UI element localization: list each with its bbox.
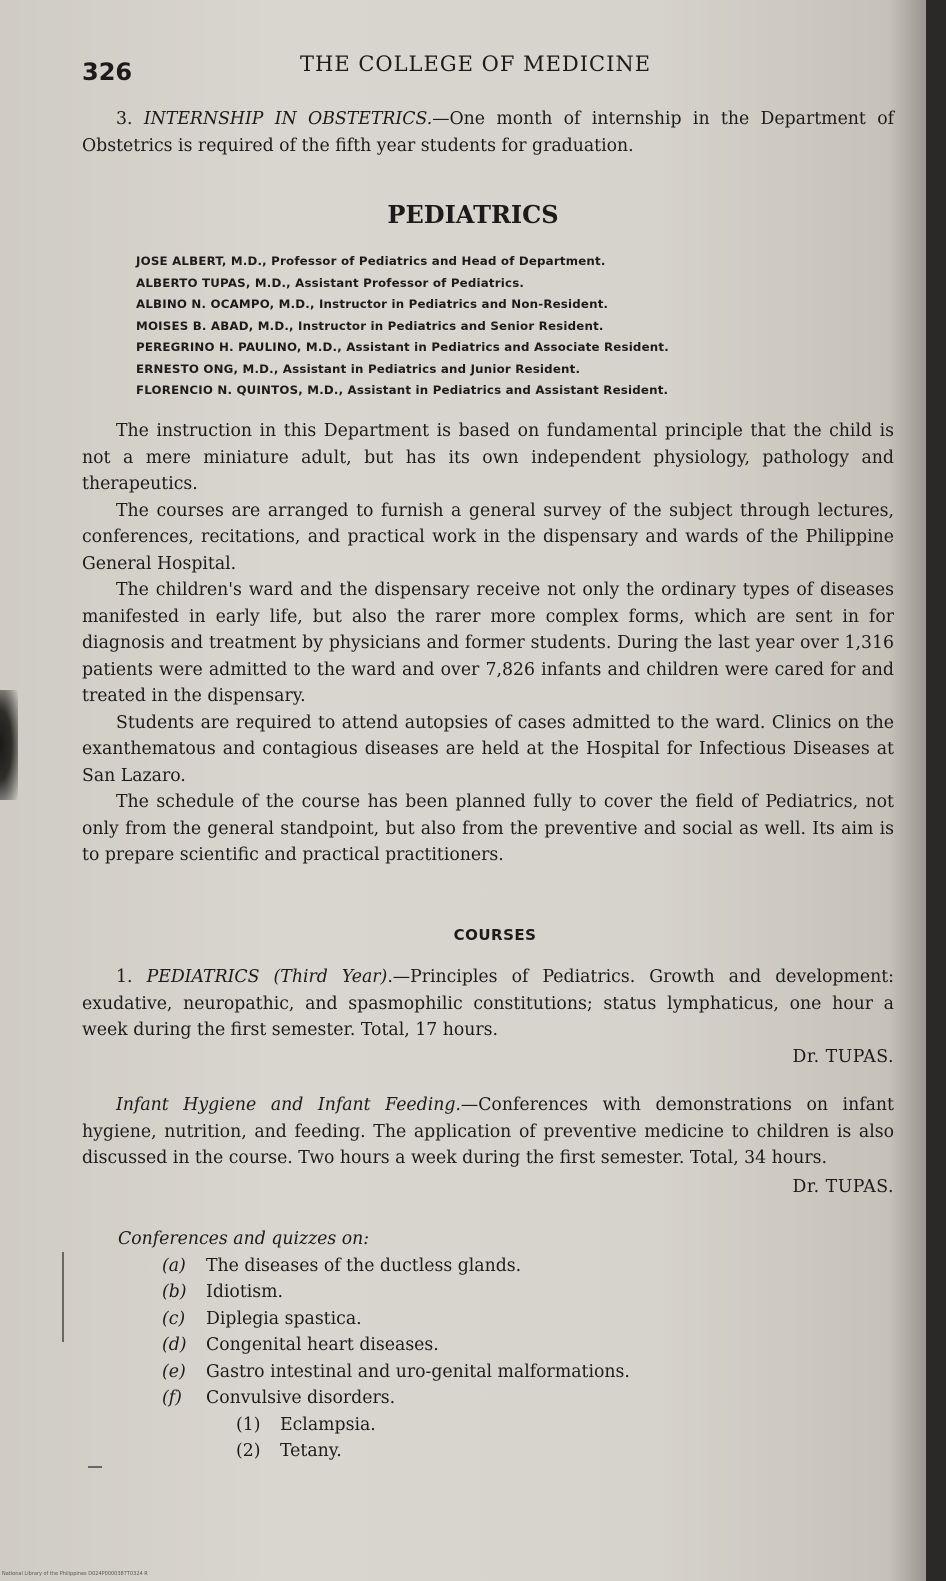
page-header	[82, 50, 682, 90]
faculty-member: ERNESTO ONG, M.D., Assistant in Pediatrics and Junior Resident.	[136, 361, 581, 376]
course-pediatrics-third-year	[82, 964, 894, 1070]
conferences-title: Conferences and quizzes on:	[118, 1229, 370, 1249]
running-head: THE COLLEGE OF MEDICINE	[300, 52, 652, 76]
list-item-label: (d)	[162, 1335, 187, 1355]
list-item	[118, 1359, 858, 1386]
faculty-list	[136, 251, 896, 402]
faculty-member: FLORENCIO N. QUINTOS, M.D., Assistant in Pediatrics and Assistant Resident.	[136, 383, 669, 397]
list-item	[118, 1253, 858, 1280]
sub-list-item	[118, 1438, 858, 1465]
sub-list-item-label: (2)	[236, 1441, 261, 1461]
faculty-member: MOISES B. ABAD, M.D., Instructor in Pediatrics and Senior Resident.	[136, 318, 604, 333]
list-item	[118, 1385, 858, 1412]
list-item-text: Gastro intestinal and uro-genital malformations.	[206, 1361, 630, 1382]
course-number: 1.	[116, 967, 133, 987]
course-infant-hygiene	[82, 1092, 894, 1200]
description-paragraph: Students are required to attend autopsies of cases admitted to the ward. Clinics on the exanthematous and contagious diseases are held at the Hospital for Infectious Diseases at San Lazaro.	[82, 712, 894, 786]
list-item	[118, 1332, 858, 1359]
description-paragraph: The schedule of the course has been planned fully to cover the field of Pediatrics, not only from the general standpoint, but also from the preventive and social as well. Its aim is to prepare scientific and practical practitioners.	[82, 792, 894, 865]
course-description	[82, 1092, 894, 1172]
list-item	[118, 1279, 858, 1306]
list-item-text: Congenital heart diseases.	[206, 1335, 439, 1355]
list-item-label: (a)	[162, 1255, 186, 1276]
binding-shadow	[0, 690, 18, 800]
course-subtitle: (Third Year)	[273, 967, 388, 987]
section-text: —One month of internship in the Department of Obstetrics is required of the fifth year students for graduation.	[82, 109, 894, 156]
conferences-list	[118, 1226, 858, 1465]
course-instructor: Dr. TUPAS.	[792, 1046, 894, 1067]
list-item-label: (e)	[162, 1361, 186, 1382]
course-description	[82, 964, 894, 1044]
pencil-margin-mark	[88, 1466, 102, 1468]
sub-list-item-text: Tetany.	[280, 1441, 342, 1461]
course-instructor: Dr. TUPAS.	[792, 1176, 894, 1197]
sub-list-item-text: Eclampsia.	[280, 1414, 376, 1435]
footer-credit: National Library of the Philippines	[2, 1571, 87, 1577]
list-item-label: (c)	[162, 1308, 186, 1329]
course-title: PEDIATRICS	[146, 967, 260, 987]
obstetrics-internship-section	[82, 106, 894, 159]
department-description	[82, 418, 894, 869]
description-paragraph: The instruction in this Department is based on fundamental principle that the child is not a mere miniature adult, but has its own independent physiology, pathology and therapeutics.	[82, 421, 894, 494]
obstetrics-internship-paragraph	[82, 106, 894, 159]
department-title: PEDIATRICS	[387, 200, 559, 229]
list-item-text: Convulsive disorders.	[206, 1388, 396, 1408]
course-title: Infant Hygiene and Infant Feeding.	[116, 1095, 461, 1115]
faculty-member: PEREGRINO H. PAULINO, M.D., Assistant in Pediatrics and Associate Resident.	[136, 340, 669, 354]
scan-footer	[2, 1571, 148, 1577]
description-paragraph: The children's ward and the dispensary receive not only the ordinary types of diseases manifested in early life, but also the rarer more complex forms, which are sent in for diagnosis and treatment by physicians and former students. During the last year over 1,316 patients were admitted to the ward and over 7,826 infants and children were cared for and treated in the dispensary.	[82, 580, 894, 706]
section-number: 3.	[116, 109, 133, 129]
list-item	[118, 1306, 858, 1333]
faculty-member: ALBINO N. OCAMPO, M.D., Instructor in Pediatrics and Non-Resident.	[136, 297, 609, 311]
sub-list-item	[118, 1412, 858, 1439]
section-title: INTERNSHIP IN OBSTETRICS.	[143, 109, 433, 129]
course-text: .—Principles of Pediatrics. Growth and development: exudative, neuropathic, and spasmophilic constitutions; status lymphaticus, one hour a week during the first semester. Total, 17 hours.	[82, 967, 895, 1040]
course-text: —Conferences with demonstrations on infant hygiene, nutrition, and feeding. The application of preventive medicine to children is also discussed in the course. Two hours a week during the first semester. Total, 34 hours.	[82, 1095, 894, 1168]
list-item-text: Diplegia spastica.	[206, 1308, 362, 1329]
courses-heading: COURSES	[453, 926, 537, 944]
list-item-label: (f)	[162, 1388, 182, 1408]
faculty-member: ALBERTO TUPAS, M.D., Assistant Professor of Pediatrics.	[136, 275, 525, 290]
list-item-text: The diseases of the ductless glands.	[206, 1255, 522, 1276]
pencil-margin-mark	[62, 1252, 64, 1342]
description-paragraph: The courses are arranged to furnish a general survey of the subject through lectures, conferences, recitations, and practical work in the dispensary and wards of the Philippine General Hospital.	[82, 500, 894, 574]
faculty-member: JOSE ALBERT, M.D., Professor of Pediatrics and Head of Department.	[136, 254, 606, 268]
list-item-text: Idiotism.	[206, 1282, 284, 1302]
page-number: 326	[82, 58, 133, 86]
footer-code: D024P0000387T0324 R	[88, 1571, 148, 1577]
sub-list-item-label: (1)	[236, 1414, 261, 1435]
list-item-label: (b)	[162, 1282, 187, 1302]
